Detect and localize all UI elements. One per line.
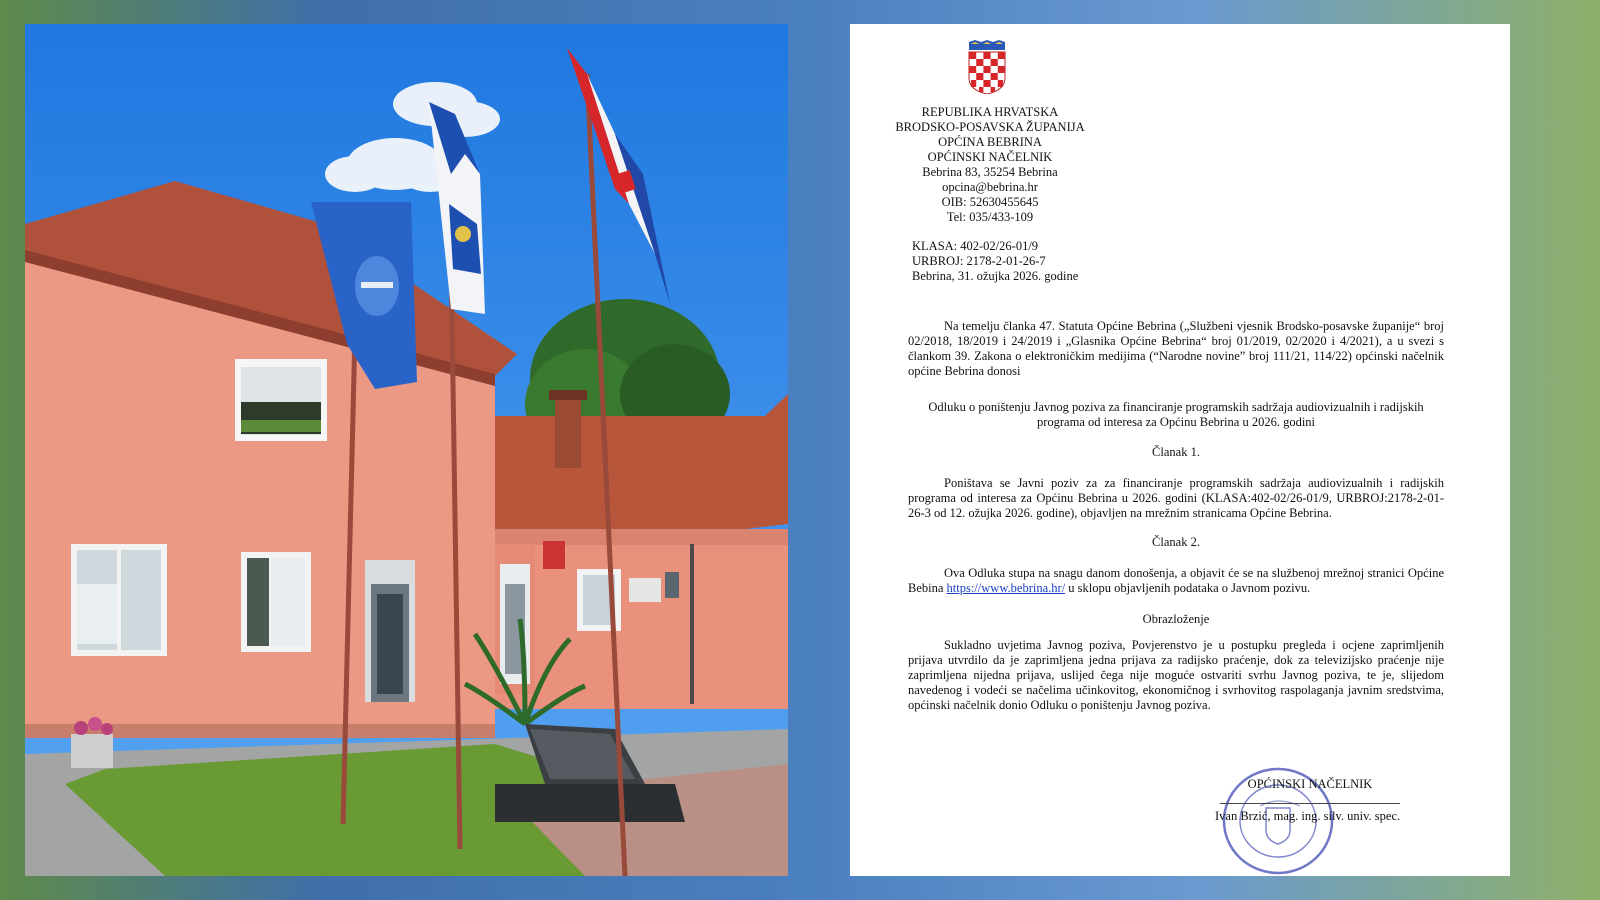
article-2-heading: Članak 2.: [1152, 535, 1200, 549]
letterhead-line: OPĆINSKI NAČELNIK: [927, 150, 1053, 164]
website-link[interactable]: https://www.bebrina.hr/: [946, 581, 1066, 595]
reference-block: [912, 239, 1078, 284]
entrance-door: [365, 560, 415, 702]
lower-window-left: [71, 544, 167, 656]
signature-line: [1220, 803, 1400, 804]
letterhead: [878, 105, 1102, 225]
letterhead-email: opcina@bebrina.hr: [942, 180, 1038, 194]
article-1-heading: Članak 1.: [1152, 445, 1200, 459]
chimney: [555, 396, 581, 468]
air-conditioner: [629, 578, 661, 602]
klasa: KLASA: 402-02/26-01/9: [912, 239, 1039, 253]
article-2-text-start: Ova Odluka stupa na snagu danom donošenja, a objavit će se na službenoj mrežnoj stranici Općine Bebina: [908, 566, 1444, 595]
upper-window: [235, 359, 327, 441]
intro-paragraph: Na temelju članka 47. Statuta Općine Bebrina („Službeni vjesnik Brodsko-posavske županije“ broj 02/2018, 18/2019 i 24/2019 i „Glasnika Općine Bebrina“ broj 01/2019, 02/2020 i 4/2021), a u svezi s člankom 39. Zakona o elektroničkim medijima (“Narodne novine” broj 111/21, 114/22) općinski načelnik općine Bebrina donosi: [908, 319, 1444, 378]
signature-title: OPĆINSKI NAČELNIK: [1247, 777, 1373, 791]
signature-name: Ivan Brzić, mag. ing. silv. univ. spec.: [1215, 809, 1401, 823]
flower-pot: [71, 717, 113, 768]
reasoning-text: Sukladno uvjetima Javnog poziva, Povjerenstvo je u postupku pregleda i ocjene zaprimljenih prijava utvrdilo da je zaprimljena jedna prijava za radijsko praćenje, dok za televizijsko praćenje nije zaprimljena nijedna prijava, uslijed čega nije moguće ostvariti svrhu Javnog poziva, te je, slijedom navedenog i vodeći se načelima učinkovitog, ekonomičnog i svrhovitog raspolaganja javnim sredstvima, općinski načelnik donio Odluku o poništenju Javnog poziva.: [908, 638, 1444, 712]
article-1-text: Poništava se Javni poziv za za financiranje programskih sadržaja audiovizualnih i radijskih programa od interesa za Općinu Bebrina u 2026. godini (KLASA:402-02/26-01/9, URBROJ:2178-2-01-26-3 od 12. ožujka 2026. godine), objavljen na mrežnim stranicama Općine Bebrina.: [908, 476, 1444, 520]
letterhead-line: OPĆINA BEBRINA: [938, 135, 1042, 149]
urbroj: URBROJ: 2178-2-01-26-7: [912, 254, 1046, 268]
decision-title: Odluku o poništenju Javnog poziva za financiranje programskih sadržaja audiovizualnih i radijskih programa od interesa za Općinu Bebrina u 2026. godini: [928, 400, 1424, 429]
drain-pipe: [690, 544, 694, 704]
town-hall-photo: [25, 24, 788, 876]
decision-document: [850, 24, 1510, 876]
letterhead-line: OIB: 52630455645: [941, 195, 1039, 209]
letterhead-line: BRODSKO-POSAVSKA ŽUPANIJA: [895, 120, 1085, 134]
letterhead-line: REPUBLIKA HRVATSKA: [921, 105, 1059, 119]
coat-of-arms-sign: [543, 541, 565, 569]
reasoning-heading: Obrazloženje: [1142, 612, 1210, 626]
croatian-coat-of-arms-icon: [967, 40, 1007, 94]
lower-window-mid: [241, 552, 311, 652]
town-hall-illustration: [25, 24, 788, 876]
article-2-text-end: u sklopu objavljenih podataka o Javnom pozivu.: [1065, 581, 1311, 595]
article-2-text: [908, 566, 1444, 596]
date-line: Bebrina, 31. ožujka 2026. godine: [912, 269, 1079, 283]
letterhead-line: Tel: 035/433-109: [946, 210, 1034, 224]
letterhead-line: Bebrina 83, 35254 Bebrina: [922, 165, 1058, 179]
